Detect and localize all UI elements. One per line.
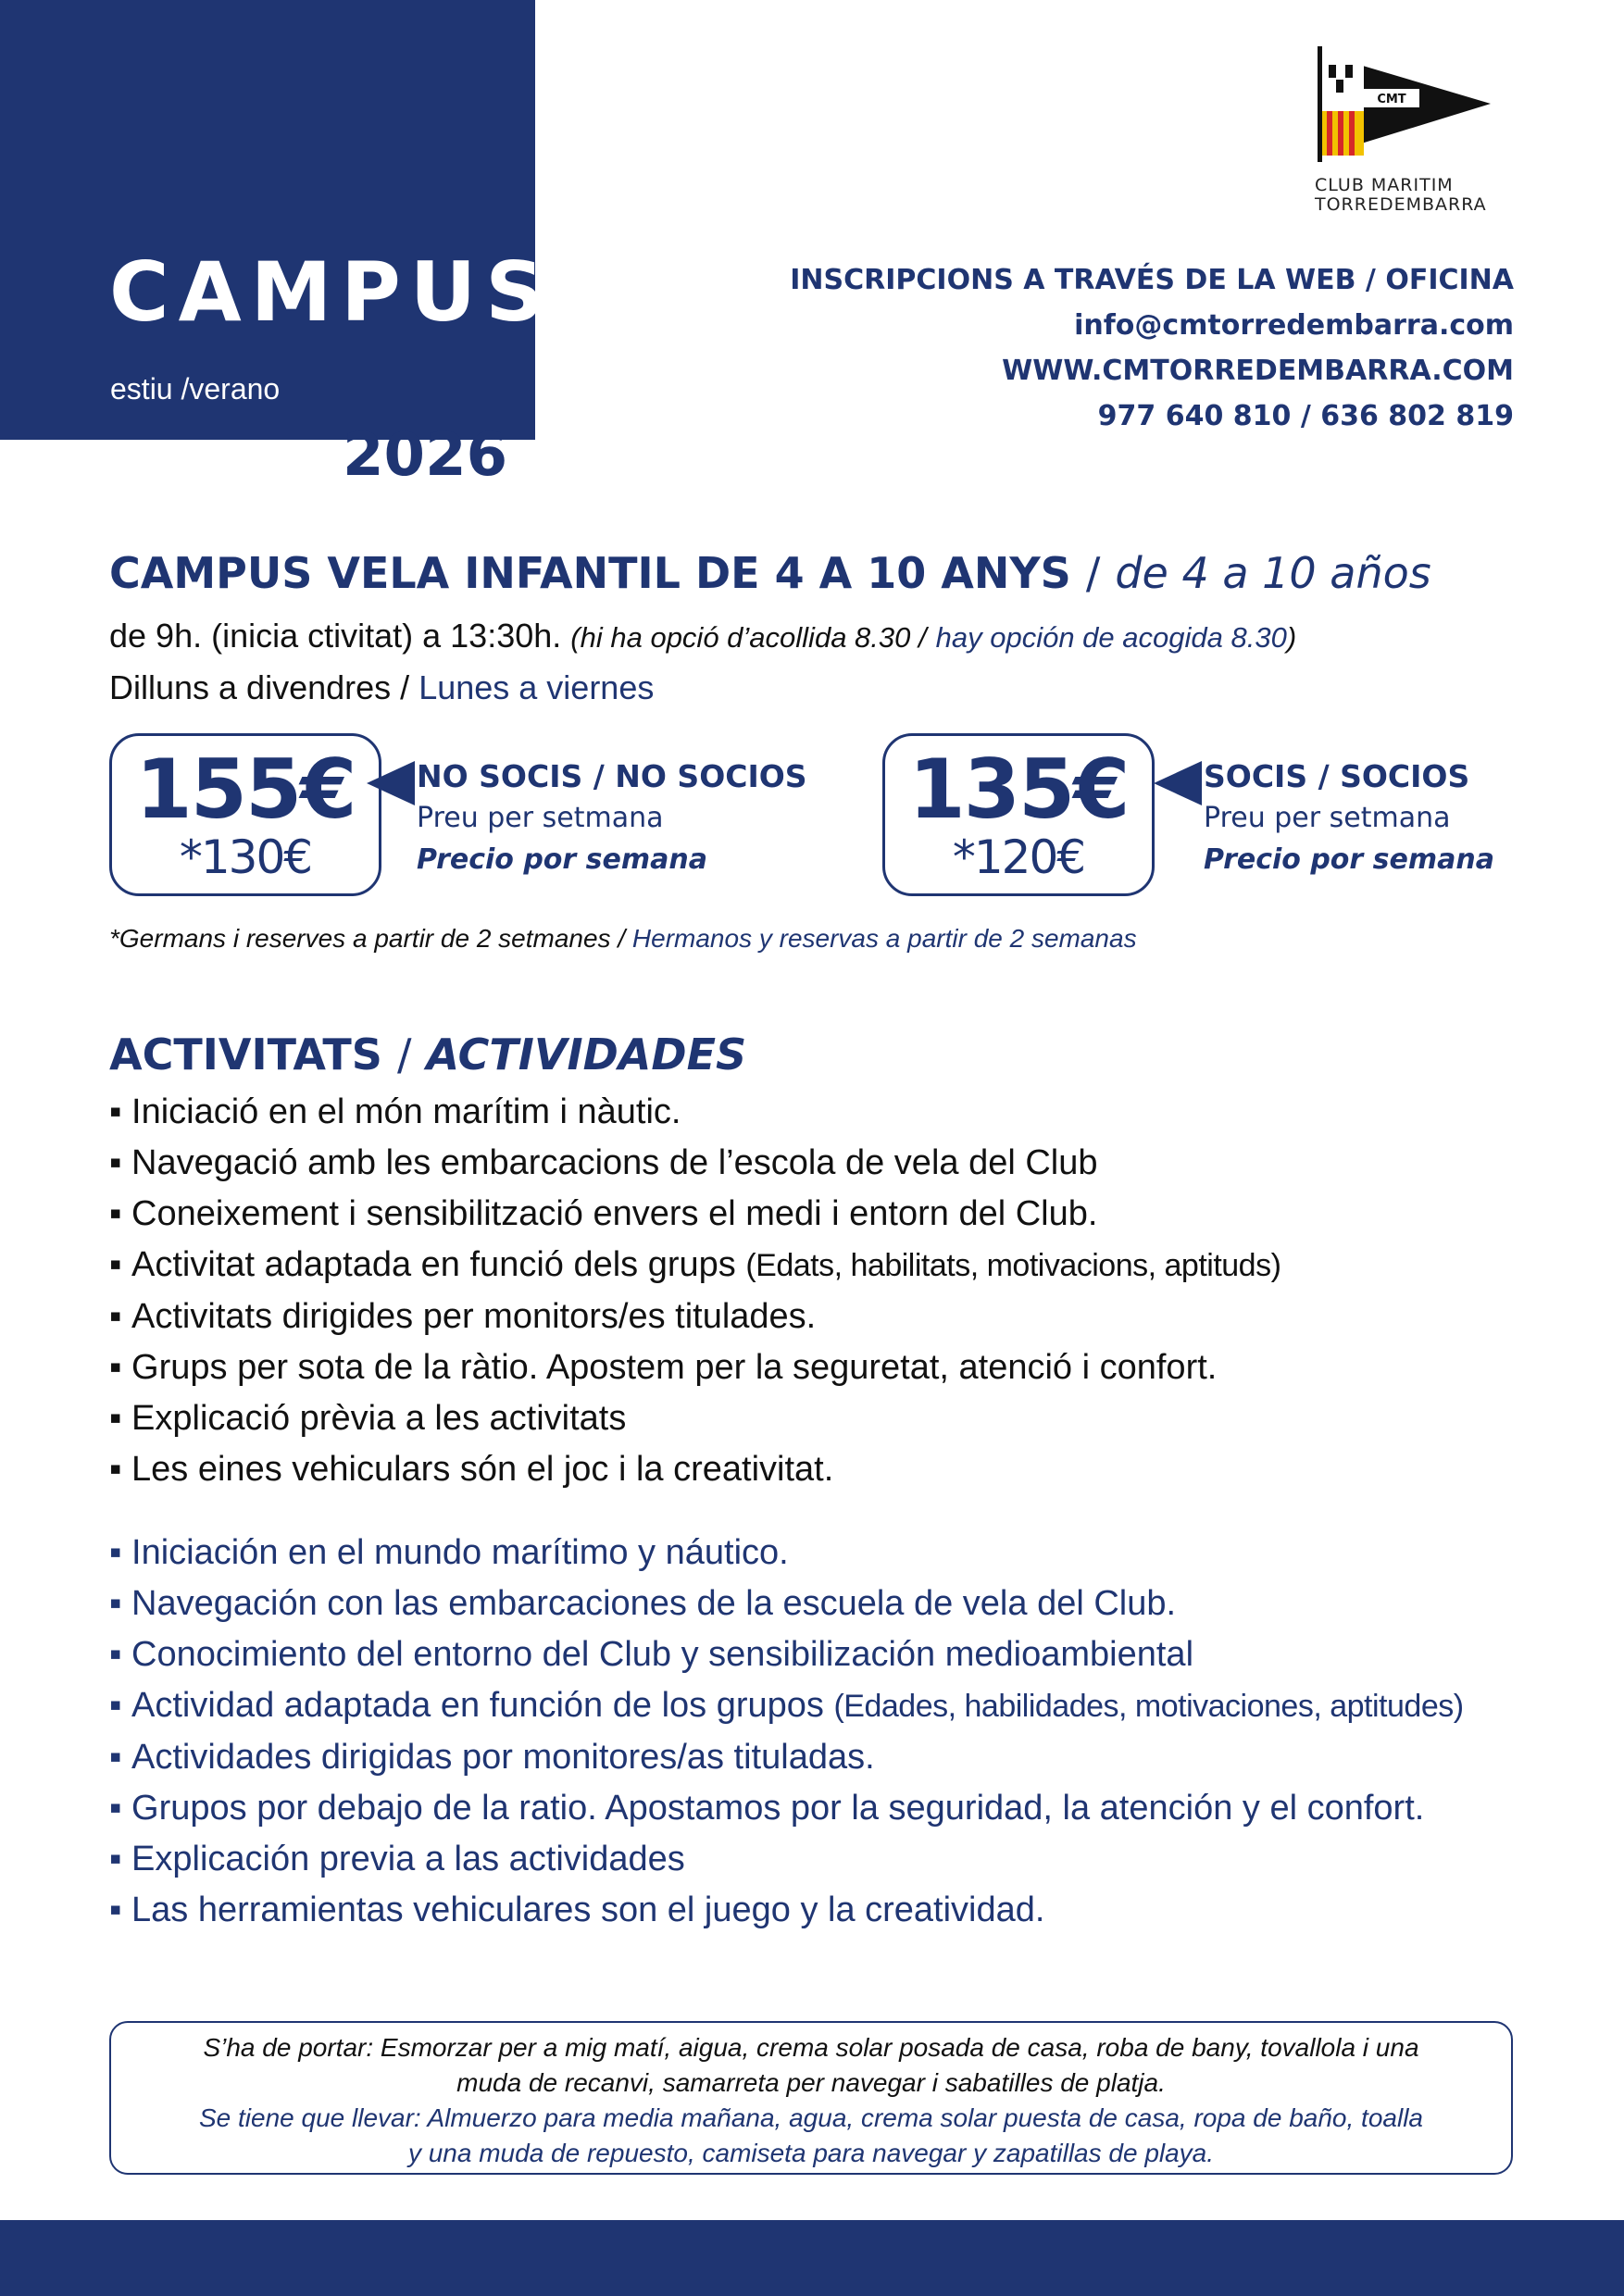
list-item: ▪ Grups per sota de la ràtio. Apostem per la seguretat, atenció i confort. bbox=[109, 1342, 1280, 1393]
price-label-non-member bbox=[417, 755, 807, 880]
list-item: ▪ Coneixement i sensibilització envers el medi i entorn del Club. bbox=[109, 1189, 1280, 1240]
days-ca: Dilluns a divendres / bbox=[109, 668, 410, 706]
list-item: ▪ Activitats dirigides per monitors/es titulades. bbox=[109, 1292, 1280, 1342]
castle-icon bbox=[1329, 65, 1336, 78]
program-title-ca: CAMPUS VELA INFANTIL DE 4 A 10 ANYS bbox=[109, 548, 1071, 598]
bring-es-line1: Se tiene que llevar: Almuerzo para media mañana, agua, crema solar puesta de casa, ropa de baño, toalla bbox=[199, 2103, 1423, 2132]
price-member: 135€ bbox=[908, 742, 1129, 837]
footer-bar bbox=[0, 2220, 1624, 2296]
list-item-text: Actividad adaptada en función de los grupos bbox=[131, 1686, 824, 1725]
bring-ca-line2: muda de recanvi, samarreta per navegar i sabatilles de platja. bbox=[456, 2068, 1166, 2097]
flag-text: CMT bbox=[1377, 93, 1406, 106]
activities-list-ca bbox=[109, 1087, 1280, 1495]
title-separator: / bbox=[396, 1029, 412, 1079]
flag-pole bbox=[1318, 46, 1322, 162]
activities-title-ca: ACTIVITATS bbox=[109, 1029, 382, 1079]
bring-ca-line1: S’ha de portar: Esmorzar per a mig matí, aigua, crema solar posada de casa, roba de bany, tovallola i una bbox=[203, 2033, 1419, 2062]
year-label: 2026 bbox=[343, 421, 508, 490]
list-item: ▪ Explicació prèvia a les activitats bbox=[109, 1393, 1280, 1444]
schedule-info bbox=[109, 611, 1296, 713]
activities-list-es bbox=[109, 1528, 1464, 1936]
bring-es-line2: y una muda de repuesto, camiseta para navegar y zapatillas de playa. bbox=[407, 2139, 1215, 2167]
program-title-es: de 4 a 10 años bbox=[1115, 548, 1431, 598]
schedule-note-close: ) bbox=[1286, 621, 1297, 654]
castle-icon bbox=[1336, 80, 1343, 93]
contact-phones: 977 640 810 / 636 802 819 bbox=[1097, 400, 1514, 432]
schedule-hours bbox=[109, 611, 1296, 663]
per-week-es: Precio por semana bbox=[1204, 843, 1494, 876]
list-item: ▪ Iniciació en el món marítim i nàutic. bbox=[109, 1087, 1280, 1138]
activities-title-es: ACTIVIDADES bbox=[426, 1029, 747, 1079]
list-item bbox=[109, 1680, 1464, 1732]
contact-website[interactable]: WWW.CMTORREDEMBARRA.COM bbox=[1002, 355, 1514, 387]
club-name bbox=[1315, 176, 1500, 215]
club-name-line1: CLUB MARITIM bbox=[1315, 175, 1454, 195]
discount-note-es: Hermanos y reservas a partir de 2 semanas bbox=[631, 924, 1137, 953]
per-week-es: Precio por semana bbox=[417, 843, 707, 876]
list-item: ▪ Navegación con las embarcaciones de la escuela de vela del Club. bbox=[109, 1578, 1464, 1629]
days-es: Lunes a viernes bbox=[418, 668, 655, 706]
what-to-bring-box bbox=[109, 2021, 1513, 2175]
discount-price-member: *120€ bbox=[952, 830, 1085, 884]
campus-title: CAMPUS bbox=[109, 244, 554, 340]
schedule-note-ca: (hi ha opció d’acollida 8.30 / bbox=[570, 621, 927, 654]
list-item bbox=[109, 1240, 1280, 1292]
per-week-ca: Preu per setmana bbox=[1204, 802, 1451, 834]
list-item: ▪ Actividades dirigidas por monitores/as tituladas. bbox=[109, 1732, 1464, 1783]
flag-red-stripe bbox=[1327, 111, 1332, 156]
schedule-main: de 9h. (inicia ctivitat) a 13:30h. bbox=[109, 617, 562, 655]
member-type-label: NO SOCIS / NO SOCIOS bbox=[417, 758, 807, 794]
price-box-member bbox=[882, 733, 1155, 896]
flag-red-stripe bbox=[1349, 111, 1355, 156]
price-label-member bbox=[1204, 755, 1494, 880]
registration-info: INSCRIPCIONS A TRAVÉS DE LA WEB / OFICINA bbox=[790, 264, 1514, 296]
per-week-ca: Preu per setmana bbox=[417, 802, 664, 834]
discount-note bbox=[109, 924, 1137, 954]
price-non-member: 155€ bbox=[135, 742, 356, 837]
castle-icon bbox=[1345, 65, 1353, 78]
list-item: ▪ Explicación previa a las actividades bbox=[109, 1834, 1464, 1885]
list-item: ▪ Conocimiento del entorno del Club y sensibilización medioambiental bbox=[109, 1629, 1464, 1680]
contact-info bbox=[790, 257, 1514, 439]
title-separator: / bbox=[1085, 548, 1101, 598]
contact-email[interactable]: info@cmtorredembarra.com bbox=[1074, 309, 1514, 342]
list-item-note: (Edades, habilidades, motivaciones, aptitudes) bbox=[833, 1689, 1464, 1724]
season-label: estiu /verano bbox=[110, 372, 281, 406]
flag-red-stripe bbox=[1338, 111, 1343, 156]
discount-price-non-member: *130€ bbox=[179, 830, 312, 884]
schedule-days bbox=[109, 663, 1296, 713]
list-item: ▪ Les eines vehiculars són el joc i la creativitat. bbox=[109, 1444, 1280, 1495]
member-type-label: SOCIS / SOCIOS bbox=[1204, 758, 1470, 794]
list-item: ▪ Iniciación en el mundo marítimo y náutico. bbox=[109, 1528, 1464, 1578]
list-item: ▪ Navegació amb les embarcacions de l’escola de vela del Club bbox=[109, 1138, 1280, 1189]
discount-note-ca: *Germans i reserves a partir de 2 setmanes / bbox=[109, 924, 626, 953]
list-item: ▪ Las herramientas vehiculares son el juego y la creatividad. bbox=[109, 1885, 1464, 1936]
club-name-line2: TORREDEMBARRA bbox=[1315, 194, 1487, 215]
pointer-arrow-icon bbox=[367, 761, 415, 805]
list-item-text: Activitat adaptada en funció dels grups bbox=[131, 1245, 736, 1284]
price-box-non-member bbox=[109, 733, 381, 896]
activities-title bbox=[109, 1029, 746, 1079]
list-item-note: (Edats, habilitats, motivacions, aptituds) bbox=[745, 1248, 1281, 1283]
list-item: ▪ Grupos por debajo de la ratio. Apostamos por la seguridad, la atención y el confort. bbox=[109, 1783, 1464, 1834]
program-title bbox=[109, 548, 1431, 598]
pointer-arrow-icon bbox=[1154, 761, 1202, 805]
schedule-note-es: hay opción de acogida 8.30 bbox=[935, 621, 1287, 654]
